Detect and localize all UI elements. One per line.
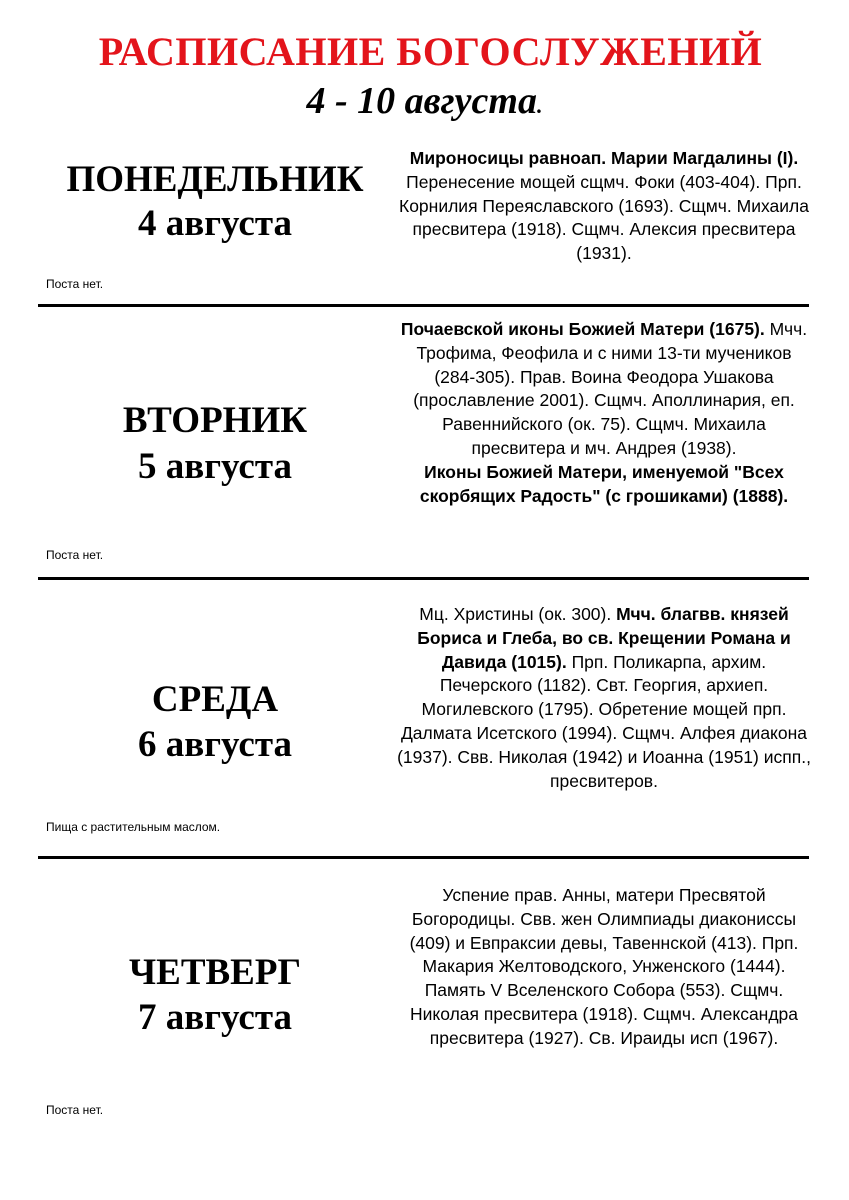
saints-segment: Мчч. благвв. князей Бориса и Глеба, во св. Крещении Романа и Давида (1015). xyxy=(417,604,791,672)
saints-segment: Мчч. Трофима, Феофила и с ними 13-ти мучеников (284-305). Прав. Воина Феодора Ушакова (прославление 2001). Сщмч. Аполлинария, еп. Равеннийского (ок. 75). Сщмч. Михаила пресвитера и мч. Андрея (1938). xyxy=(413,319,808,458)
day-divider xyxy=(38,856,809,859)
fasting-note: Поста нет. xyxy=(46,548,104,562)
saints-segment: Иконы Божией Матери, именуемой "Всех скорбящих Радость" (с грошиками) (1888). xyxy=(419,461,789,506)
saints-commemoration xyxy=(396,884,812,1051)
day-date: 5 августа xyxy=(138,446,292,487)
saints-segment: Почаевской иконы Божией Матери (1675). xyxy=(400,319,765,339)
page-header xyxy=(0,28,849,129)
day-date: 7 августа xyxy=(138,997,292,1038)
saints-segment: Прп. Поликарпа, архим. Печерского (1182). Свт. Георгия, архиеп. Могилевского (1795). Обретение мощей прп. Далмата Исетского (1994). Сщмч. Алфея диакона (1937). Свв. Николая (1942) и Иоанна (1951) испп., пресвитеров. xyxy=(397,651,811,791)
day-name: СРЕДА xyxy=(151,679,279,720)
day-divider xyxy=(38,304,809,307)
day-name: ПОНЕДЕЛЬНИК xyxy=(66,159,364,200)
day-date: 4 августа xyxy=(138,203,292,244)
day-name: ВТОРНИК xyxy=(122,400,308,441)
saints-segment: Мироносицы равноап. Марии Магдалины (I). xyxy=(409,148,799,168)
saints-commemoration xyxy=(396,318,812,508)
date-range-dot: . xyxy=(536,93,543,118)
saints-commemoration xyxy=(396,147,812,266)
saints-segment: Перенесение мощей сщмч. Фоки (403-404). Прп. Корнилия Переяславского (1693). Сщмч. Михаила пресвитера (1918). Сщмч. Алексия пресвитера (1931). xyxy=(399,171,809,264)
day-date: 6 августа xyxy=(138,724,292,765)
saints-commemoration xyxy=(396,603,812,793)
day-name: ЧЕТВЕРГ xyxy=(128,952,301,993)
fasting-note: Поста нет. xyxy=(46,277,104,291)
date-range-text: 4 - 10 августа xyxy=(306,80,537,122)
fasting-note: Поста нет. xyxy=(46,1103,104,1117)
day-divider xyxy=(38,577,809,580)
page-title: РАСПИСАНИЕ БОГОСЛУЖЕНИЙ xyxy=(98,29,763,74)
date-range xyxy=(0,78,849,129)
fasting-note: Пища с растительным маслом. xyxy=(46,820,221,834)
saints-segment: Мц. Христины (ок. 300). xyxy=(419,604,617,624)
saints-segment: Успение прав. Анны, матери Пресвятой Богородицы. Свв. жен Олимпиады диакониссы (409) и Евпраксии девы, Тавеннской (413). Прп. Макария Желтоводского, Унженского (1444). Память V Вселенского Собора (553). Сщмч. Николая пресвитера (1918). Сщмч. Александра пресвитера (1927). Св. Ираиды исп (1967). xyxy=(409,885,799,1048)
